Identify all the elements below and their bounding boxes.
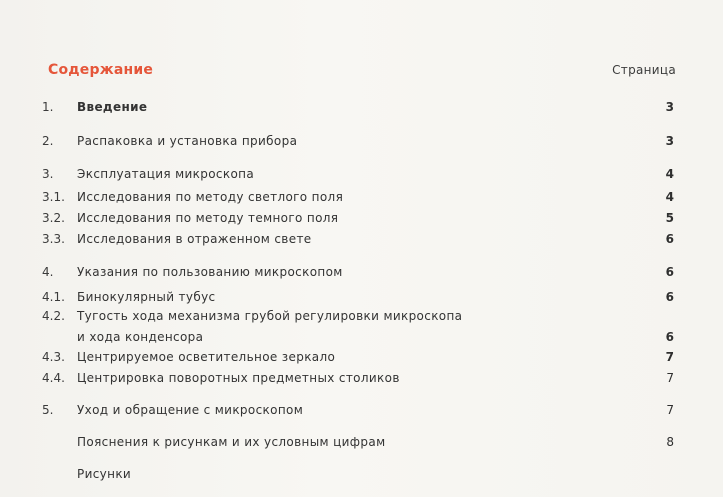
toc-entry-number: 1.: [42, 100, 54, 114]
toc-entry-coarse-adjustment: [0, 307, 723, 325]
toc-entry-title: и хода конденсора: [77, 330, 204, 344]
toc-entry-number: 3.1.: [42, 190, 65, 204]
toc-entry-brightfield: [0, 188, 723, 206]
toc-entry-title: Распаковка и установка прибора: [77, 134, 298, 148]
toc-entry-binocular-tube: [0, 288, 723, 306]
toc-entry-page: 3: [665, 134, 674, 148]
toc-entry-number: 4.4.: [42, 371, 65, 385]
toc-entry-number: 4.3.: [42, 350, 65, 364]
toc-entry-number: 3.2.: [42, 211, 65, 225]
toc-entry-title: Исследования по методу темного поля: [77, 211, 339, 225]
toc-entry-number: 4.1.: [42, 290, 65, 304]
toc-entry-title: Введение: [77, 100, 148, 114]
toc-entry-page: 7: [666, 403, 674, 417]
toc-entry-page: 4: [665, 190, 674, 204]
toc-entry-page: 6: [665, 290, 674, 304]
toc-entry-figure-notes: [0, 433, 723, 451]
toc-entry-care: [0, 401, 723, 419]
toc-entry-stage-centering: [0, 369, 723, 387]
toc-entry-page: 4: [665, 167, 674, 181]
toc-entry-title: Центрировка поворотных предметных столиков: [77, 371, 400, 385]
toc-entry-title: Рисунки: [77, 467, 132, 481]
toc-entry-number: 3.3.: [42, 232, 65, 246]
toc-entry-operation: [0, 165, 723, 183]
toc-entry-figures: [0, 465, 723, 483]
toc-entry-title: Центрируемое осветительное зеркало: [77, 350, 336, 364]
toc-entry-reflected-light: [0, 230, 723, 248]
toc-entry-title: Бинокулярный тубус: [77, 290, 216, 304]
toc-entry-usage: [0, 263, 723, 281]
toc-entry-page: 6: [665, 330, 674, 344]
toc-entry-page: 8: [666, 435, 674, 449]
toc-entry-number: 4.: [42, 265, 54, 279]
toc-entry-title: Эксплуатация микроскопа: [77, 167, 255, 181]
toc-entry-number: 3.: [42, 167, 54, 181]
toc-entry-page: 7: [665, 350, 674, 364]
toc-entry-page: 6: [665, 232, 674, 246]
toc-entry-page: 6: [665, 265, 674, 279]
toc-entry-darkfield: [0, 209, 723, 227]
toc-entry-page: 7: [666, 371, 674, 385]
toc-entry-title: Исследования в отраженном свете: [77, 232, 312, 246]
toc-entry-introduction: [0, 98, 723, 116]
contents-heading: Содержание: [48, 62, 154, 78]
toc-entry-title: Указания по пользованию микроскопом: [77, 265, 343, 279]
toc-entry-page: 5: [665, 211, 674, 225]
toc-entry-title: Уход и обращение с микроскопом: [77, 403, 304, 417]
toc-entry-title: Исследования по методу светлого поля: [77, 190, 344, 204]
toc-entry-mirror: [0, 348, 723, 366]
toc-entry-page: 3: [665, 100, 674, 114]
toc-entry-title: Тугость хода механизма грубой регулировки микроскопа: [77, 309, 463, 323]
toc-entry-title: Пояснения к рисункам и их условным цифрам: [77, 435, 386, 449]
toc-entry-number: 2.: [42, 134, 54, 148]
toc-entry-unpacking: [0, 132, 723, 150]
toc-entry-coarse-adjustment-cont: [0, 328, 723, 346]
toc-entry-number: 4.2.: [42, 309, 65, 323]
page-column-label: Страница: [612, 63, 676, 77]
toc-entry-number: 5.: [42, 403, 54, 417]
